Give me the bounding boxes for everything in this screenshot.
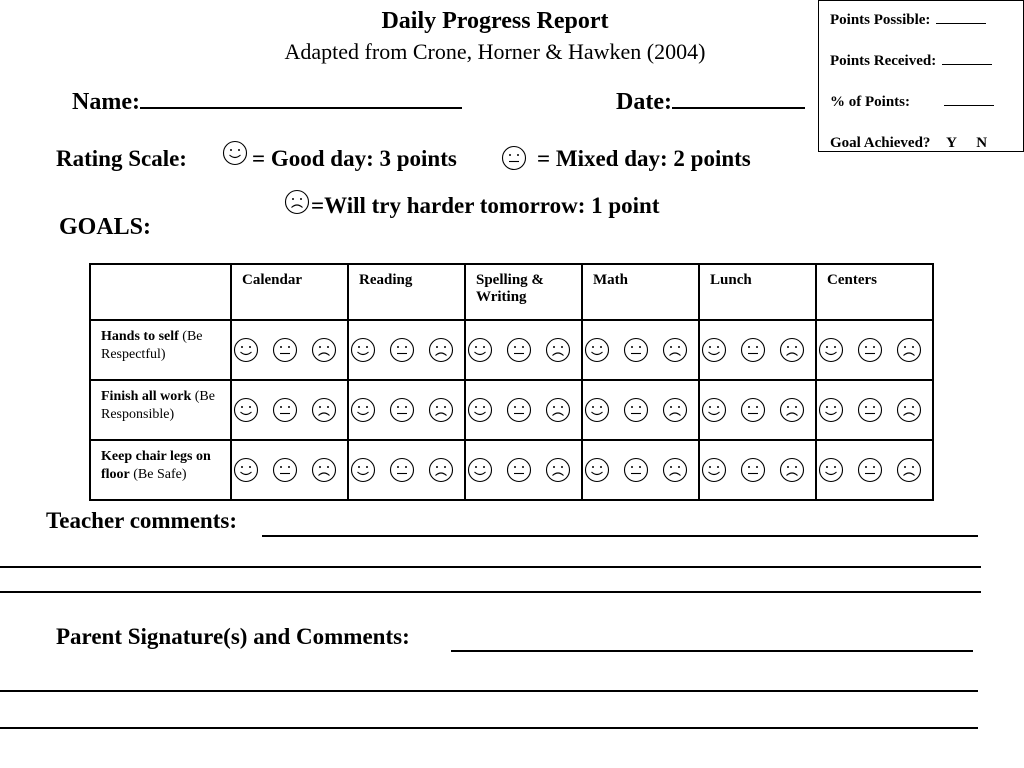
- rating-cell: [231, 380, 348, 440]
- parent-comments-line[interactable]: [0, 727, 978, 729]
- frown-face-icon[interactable]: [311, 337, 337, 363]
- frown-face-icon[interactable]: [779, 457, 805, 483]
- smiley-face-icon[interactable]: [584, 337, 610, 363]
- rating-cell: [582, 440, 699, 500]
- rating-cell: [465, 320, 582, 380]
- rating-try-harder-text: =Will try harder tomorrow: 1 point: [311, 193, 660, 218]
- goal-name: Hands to self: [101, 329, 179, 344]
- rating-cell: [465, 440, 582, 500]
- neutral-face-icon[interactable]: [740, 337, 766, 363]
- rating-mixed-text: = Mixed day: 2 points: [537, 146, 751, 171]
- goal-achieved-row: [830, 135, 1023, 176]
- frown-face-icon[interactable]: [545, 337, 571, 363]
- date-field-row: [616, 89, 805, 116]
- column-header-spelling-writing: Spelling & Writing: [465, 264, 582, 320]
- neutral-face-icon[interactable]: [389, 457, 415, 483]
- neutral-face-icon[interactable]: [623, 337, 649, 363]
- rating-cell: [348, 440, 465, 500]
- points-received-row: [830, 53, 1023, 94]
- smiley-face-icon[interactable]: [233, 457, 259, 483]
- report-subtitle: Adapted from Crone, Horner & Hawken (2004): [284, 39, 706, 64]
- neutral-face-icon[interactable]: [272, 457, 298, 483]
- goal-yes-option[interactable]: Y: [946, 135, 957, 151]
- frown-face-icon[interactable]: [662, 457, 688, 483]
- goal-achieved-label: Goal Achieved?: [830, 135, 931, 151]
- smiley-face-icon[interactable]: [584, 397, 610, 423]
- rating-cell: [699, 380, 816, 440]
- neutral-face-icon[interactable]: [857, 397, 883, 423]
- points-possible-field[interactable]: [936, 23, 986, 24]
- points-received-field[interactable]: [942, 64, 992, 65]
- neutral-face-icon[interactable]: [857, 457, 883, 483]
- neutral-face-icon[interactable]: [623, 397, 649, 423]
- percent-points-row: [830, 94, 1023, 135]
- neutral-face-icon[interactable]: [857, 337, 883, 363]
- goal-no-option[interactable]: N: [976, 135, 988, 151]
- parent-comments-line[interactable]: [451, 650, 973, 652]
- smiley-face-icon[interactable]: [350, 337, 376, 363]
- smiley-face-icon[interactable]: [818, 397, 844, 423]
- rating-cell: [348, 380, 465, 440]
- frown-face-icon[interactable]: [545, 457, 571, 483]
- neutral-face-icon[interactable]: [272, 337, 298, 363]
- goal-label-cell: [90, 320, 231, 380]
- column-header-lunch: Lunch: [699, 264, 816, 320]
- neutral-face-icon[interactable]: [506, 397, 532, 423]
- points-possible-label: Points Possible:: [830, 12, 931, 28]
- column-header-centers: Centers: [816, 264, 933, 320]
- teacher-comments-line[interactable]: [0, 566, 981, 568]
- name-label: Name:: [72, 89, 140, 115]
- frown-face-icon[interactable]: [896, 337, 922, 363]
- rating-good-text: = Good day: 3 points: [252, 146, 457, 171]
- goals-heading: GOALS:: [59, 214, 152, 240]
- date-label: Date:: [616, 89, 672, 115]
- frown-face-icon[interactable]: [428, 337, 454, 363]
- neutral-face-icon[interactable]: [272, 397, 298, 423]
- smiley-face-icon[interactable]: [467, 457, 493, 483]
- rating-cell: [582, 380, 699, 440]
- teacher-comments-line[interactable]: [0, 591, 981, 593]
- rating-cell: [348, 320, 465, 380]
- frown-face-icon[interactable]: [896, 397, 922, 423]
- parent-signature-label: Parent Signature(s) and Comments:: [56, 624, 410, 649]
- goal-value: (Be Responsible): [101, 389, 215, 422]
- neutral-face-icon[interactable]: [740, 457, 766, 483]
- parent-comments-line[interactable]: [0, 690, 978, 692]
- frown-face-icon: [284, 189, 310, 215]
- smiley-face-icon[interactable]: [467, 397, 493, 423]
- smiley-face-icon[interactable]: [701, 337, 727, 363]
- points-possible-row: [830, 12, 1023, 53]
- goals-table: [89, 263, 934, 501]
- smiley-face-icon[interactable]: [818, 457, 844, 483]
- smiley-face-icon[interactable]: [467, 337, 493, 363]
- smiley-face-icon[interactable]: [233, 337, 259, 363]
- table-header-row: [90, 264, 933, 320]
- smiley-face-icon[interactable]: [350, 457, 376, 483]
- rating-cell: [465, 380, 582, 440]
- rating-cell: [699, 440, 816, 500]
- table-corner-cell: [90, 264, 231, 320]
- goal-value: (Be Respectful): [101, 329, 203, 362]
- report-title: Daily Progress Report: [381, 8, 609, 34]
- table-row: [90, 320, 933, 380]
- goal-label-cell: [90, 440, 231, 500]
- neutral-face-icon[interactable]: [740, 397, 766, 423]
- goal-label-cell: [90, 380, 231, 440]
- neutral-face-icon[interactable]: [389, 337, 415, 363]
- frown-face-icon[interactable]: [896, 457, 922, 483]
- frown-face-icon[interactable]: [779, 337, 805, 363]
- date-input-line[interactable]: [672, 107, 805, 109]
- rating-cell: [231, 320, 348, 380]
- smiley-face-icon[interactable]: [350, 397, 376, 423]
- rating-scale-label: Rating Scale:: [56, 146, 187, 171]
- rating-cell: [816, 320, 933, 380]
- frown-face-icon[interactable]: [311, 397, 337, 423]
- column-header-math: Math: [582, 264, 699, 320]
- table-row: [90, 380, 933, 440]
- percent-points-field[interactable]: [944, 105, 994, 106]
- neutral-face-icon[interactable]: [623, 457, 649, 483]
- smiley-face-icon: [222, 140, 248, 166]
- neutral-face-icon: [501, 145, 527, 171]
- frown-face-icon[interactable]: [662, 397, 688, 423]
- name-input-line[interactable]: [140, 107, 462, 109]
- percent-points-label: % of Points:: [830, 94, 910, 110]
- frown-face-icon[interactable]: [545, 397, 571, 423]
- frown-face-icon[interactable]: [662, 337, 688, 363]
- rating-cell: [816, 380, 933, 440]
- frown-face-icon[interactable]: [311, 457, 337, 483]
- goal-name: Finish all work: [101, 389, 192, 404]
- smiley-face-icon[interactable]: [701, 397, 727, 423]
- neutral-face-icon[interactable]: [506, 457, 532, 483]
- goal-value: (Be Safe): [133, 467, 187, 482]
- teacher-comments-line[interactable]: [262, 535, 978, 537]
- column-header-reading: Reading: [348, 264, 465, 320]
- rating-cell: [582, 320, 699, 380]
- neutral-face-icon[interactable]: [506, 337, 532, 363]
- frown-face-icon[interactable]: [428, 397, 454, 423]
- points-summary-box: [818, 0, 1024, 152]
- frown-face-icon[interactable]: [428, 457, 454, 483]
- smiley-face-icon[interactable]: [701, 457, 727, 483]
- rating-cell: [699, 320, 816, 380]
- smiley-face-icon[interactable]: [818, 337, 844, 363]
- table-row: [90, 440, 933, 500]
- name-field-row: [72, 89, 462, 116]
- neutral-face-icon[interactable]: [389, 397, 415, 423]
- smiley-face-icon[interactable]: [584, 457, 610, 483]
- smiley-face-icon[interactable]: [233, 397, 259, 423]
- goal-name: Keep chair legs on floor: [101, 449, 211, 482]
- frown-face-icon[interactable]: [779, 397, 805, 423]
- rating-cell: [231, 440, 348, 500]
- points-received-label: Points Received:: [830, 53, 937, 69]
- column-header-calendar: Calendar: [231, 264, 348, 320]
- teacher-comments-label: Teacher comments:: [46, 508, 237, 533]
- rating-cell: [816, 440, 933, 500]
